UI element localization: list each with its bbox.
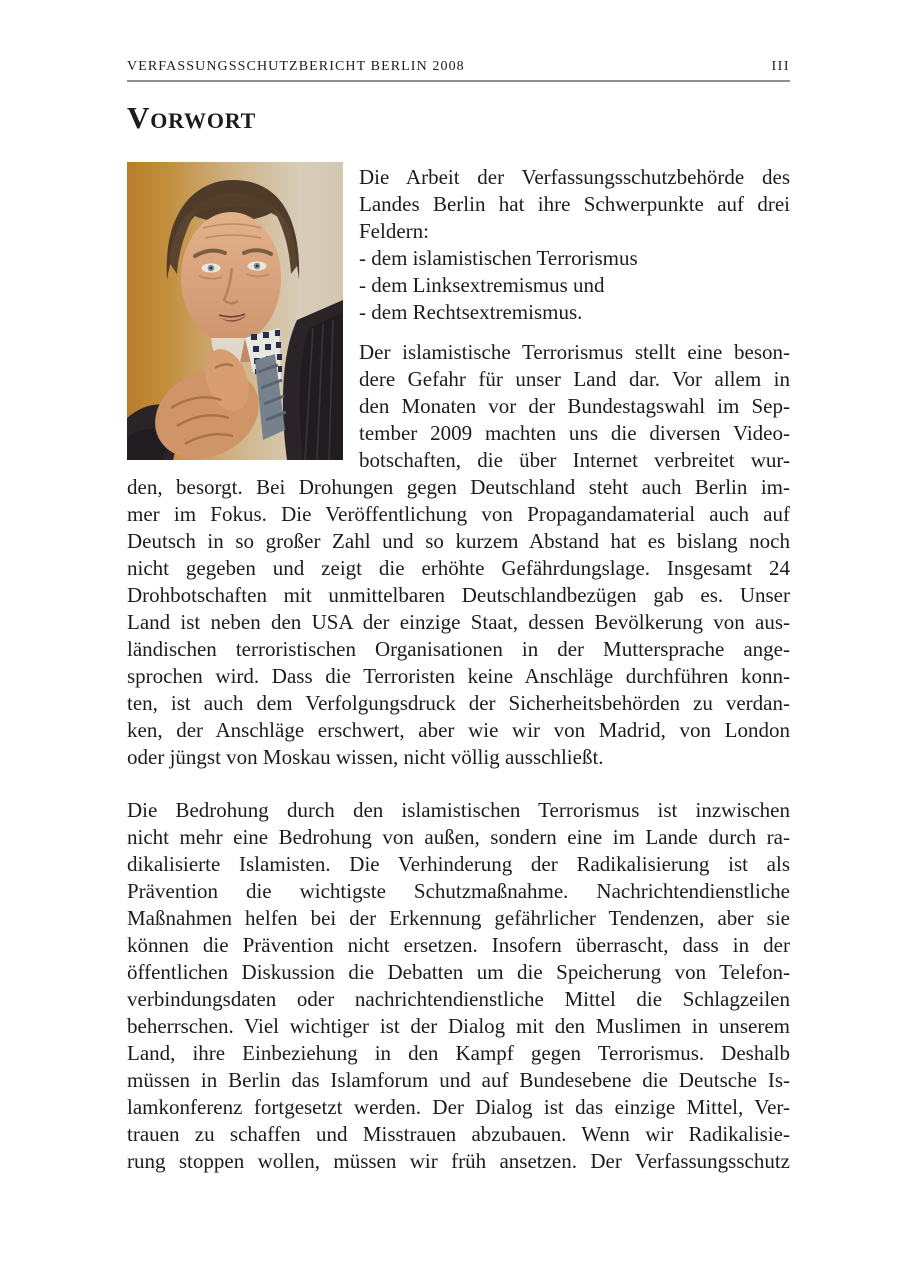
text-line: ken, der Anschläge erschwert, aber wie wir von Madrid, von London — [127, 718, 790, 742]
text-line: dere Gefahr für unser Land dar. Vor allem in — [359, 367, 790, 391]
body-text — [127, 164, 790, 1175]
page-content — [127, 0, 790, 1175]
paragraph-3 — [127, 797, 790, 1175]
text-line: Deutsch in so großer Zahl und so kurzem Abstand hat es bislang noch — [127, 529, 790, 553]
text-line: mer im Fokus. Die Veröffentlichung von Propagandamaterial auch auf — [127, 502, 790, 526]
text-line: rung stoppen wollen, müssen wir früh ansetzen. Der Verfassungsschutz — [127, 1149, 790, 1173]
text-line: Die Arbeit der Verfassungsschutzbehörde des — [359, 165, 790, 189]
list-item-line: - dem islamistischen Terrorismus — [359, 246, 638, 270]
text-line: botschaften, die über Internet verbreitet wur- — [359, 448, 790, 472]
text-line: Der islamistische Terrorismus stellt eine beson- — [359, 340, 790, 364]
page-header — [127, 0, 790, 82]
list-item-line: - dem Linksextremismus und — [359, 273, 605, 297]
text-line: öffentlichen Diskussion die Debatten um die Speicherung von Telefon- — [127, 960, 790, 984]
text-line: dikalisierte Islamisten. Die Verhinderung der Radikalisierung ist als — [127, 852, 790, 876]
text-line: tember 2009 machten uns die diversen Video- — [359, 421, 790, 445]
text-line: den Monaten vor der Bundestagswahl im Sep- — [359, 394, 790, 418]
text-line: oder jüngst von Moskau wissen, nicht völlig ausschließt. — [127, 745, 604, 769]
text-line: Land, ihre Einbeziehung in den Kampf gegen Terrorismus. Deshalb — [127, 1041, 790, 1065]
list-item-line: - dem Rechtsextremismus. — [359, 300, 583, 324]
text-line: ländischen terroristischen Organisationen in der Muttersprache ange- — [127, 637, 790, 661]
text-line: sprochen wird. Dass die Terroristen keine Anschläge durchführen konn- — [127, 664, 790, 688]
text-line: Prävention die wichtigste Schutzmaßnahme. Nachrichtendienstliche — [127, 879, 790, 903]
text-line: Maßnahmen helfen bei der Erkennung gefährlicher Tendenzen, aber sie — [127, 906, 790, 930]
portrait-photo — [127, 162, 343, 460]
text-line: Landes Berlin hat ihre Schwerpunkte auf drei — [359, 192, 790, 216]
text-line: müssen in Berlin das Islamforum und auf Bundesebene die Deutsche Is- — [127, 1068, 790, 1092]
text-line: den, besorgt. Bei Drohungen gegen Deutschland steht auch Berlin im- — [127, 475, 790, 499]
text-line: trauen zu schaffen und Misstrauen abzubauen. Wenn wir Radikalisie- — [127, 1122, 790, 1146]
text-line: ten, ist auch dem Verfolgungsdruck der Sicherheitsbehörden zu verdan- — [127, 691, 790, 715]
text-line: verbindungsdaten oder nachrichtendienstliche Mittel die Schlagzeilen — [127, 987, 790, 1011]
page-number: III — [771, 59, 790, 74]
text-line: beherrschen. Viel wichtiger ist der Dialog mit den Muslimen in unserem — [127, 1014, 790, 1038]
text-line: Die Bedrohung durch den islamistischen Terrorismus ist inzwischen — [127, 798, 790, 822]
text-line: Drohbotschaften mit unmittelbaren Deutschlandbezügen gab es. Unser — [127, 583, 790, 607]
text-line: nicht gegeben und zeigt die erhöhte Gefährdungslage. Insgesamt 24 — [127, 556, 790, 580]
text-line: Land ist neben den USA der einzige Staat, dessen Bevölkerung von aus- — [127, 610, 790, 634]
text-line: lamkonferenz fortgesetzt werden. Der Dialog ist das einzige Mittel, Ver- — [127, 1095, 790, 1119]
text-line: Feldern: — [359, 219, 429, 243]
running-header-title: VERFASSUNGSSCHUTZBERICHT BERLIN 2008 — [127, 59, 465, 74]
text-line: können die Prävention nicht ersetzen. Insofern überrascht, dass in der — [127, 933, 790, 957]
text-line: nicht mehr eine Bedrohung von außen, sondern eine im Lande durch ra- — [127, 825, 790, 849]
section-title: VORWORT — [127, 100, 257, 135]
